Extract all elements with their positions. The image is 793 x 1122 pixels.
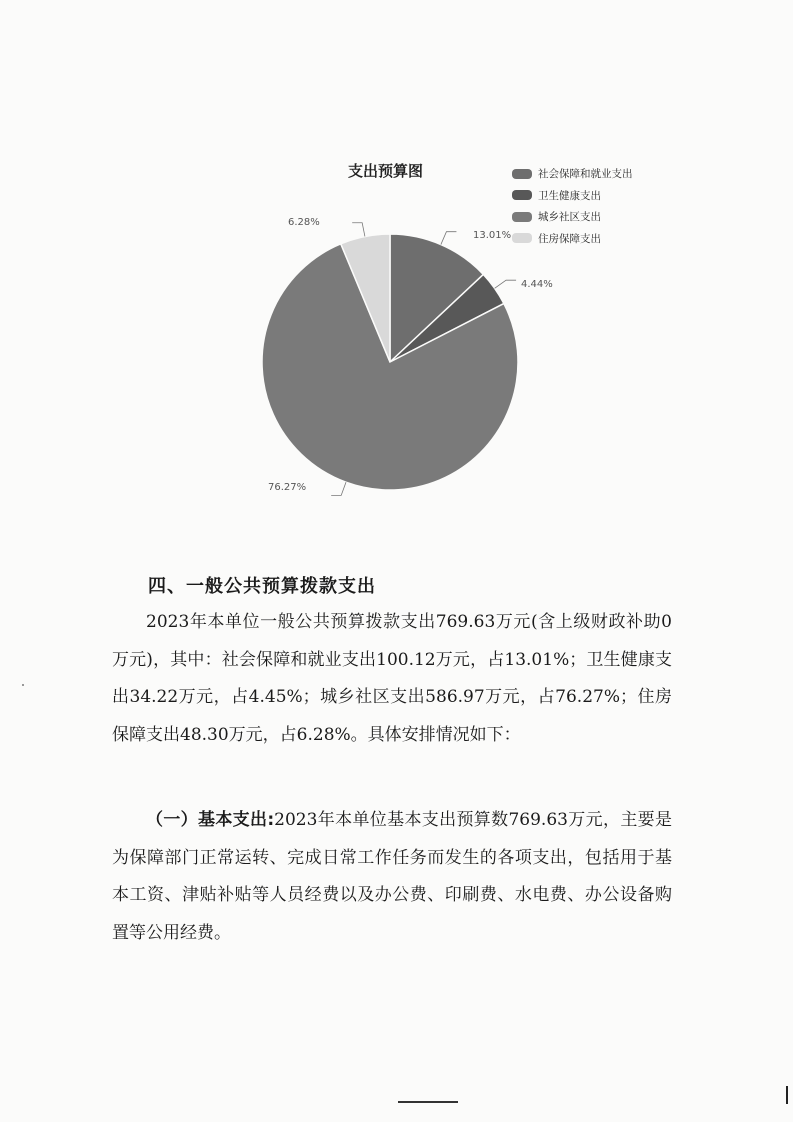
paragraph bbox=[112, 802, 672, 952]
page-corner-mark bbox=[786, 1086, 788, 1104]
legend-label: 社会保障和就业支出 bbox=[538, 168, 633, 181]
paragraph-body: 2023年本单位基本支出预算数769.63万元，主要是为保障部门正常运转、完成日常工作任务而发生的各项支出，包括用于基本工资、津贴补贴等人员经费以及办公费、印刷费、水电费、办公设备购置等公用经费。 bbox=[112, 810, 672, 943]
slice-label: 13.01% bbox=[473, 230, 512, 241]
pie-plot bbox=[0, 0, 793, 520]
slice-label: 4.44% bbox=[521, 279, 553, 290]
legend-label: 住房保障支出 bbox=[538, 232, 601, 245]
paragraph: 2023年本单位一般公共预算拨款支出769.63万元(含上级财政补助0万元)，其中：社会保障和就业支出100.12万元，占13.01%；卫生健康支出34.22万元，占4.45%；城乡社区支出586.97万元，占76.27%；住房保障支出48.30万元，占6.28%。具体安排情况如下： bbox=[112, 612, 672, 745]
page-footer-line bbox=[398, 1101, 458, 1103]
scan-speck bbox=[22, 684, 24, 686]
slice-label: 76.27% bbox=[268, 482, 307, 493]
section-heading: 四、一般公共预算拨款支出 bbox=[148, 576, 376, 597]
slice-label: 6.28% bbox=[288, 217, 320, 228]
slice-leader-line bbox=[352, 223, 365, 237]
slice-leader-line bbox=[441, 232, 457, 245]
legend-label: 城乡社区支出 bbox=[538, 211, 601, 224]
chart-title: 支出预算图 bbox=[348, 162, 424, 180]
slice-leader-line bbox=[331, 482, 346, 495]
legend-label: 卫生健康支出 bbox=[538, 189, 601, 202]
pie-chart bbox=[0, 0, 793, 520]
paragraph-lead: （一）基本支出: bbox=[146, 810, 275, 830]
slice-leader-line bbox=[495, 280, 516, 288]
